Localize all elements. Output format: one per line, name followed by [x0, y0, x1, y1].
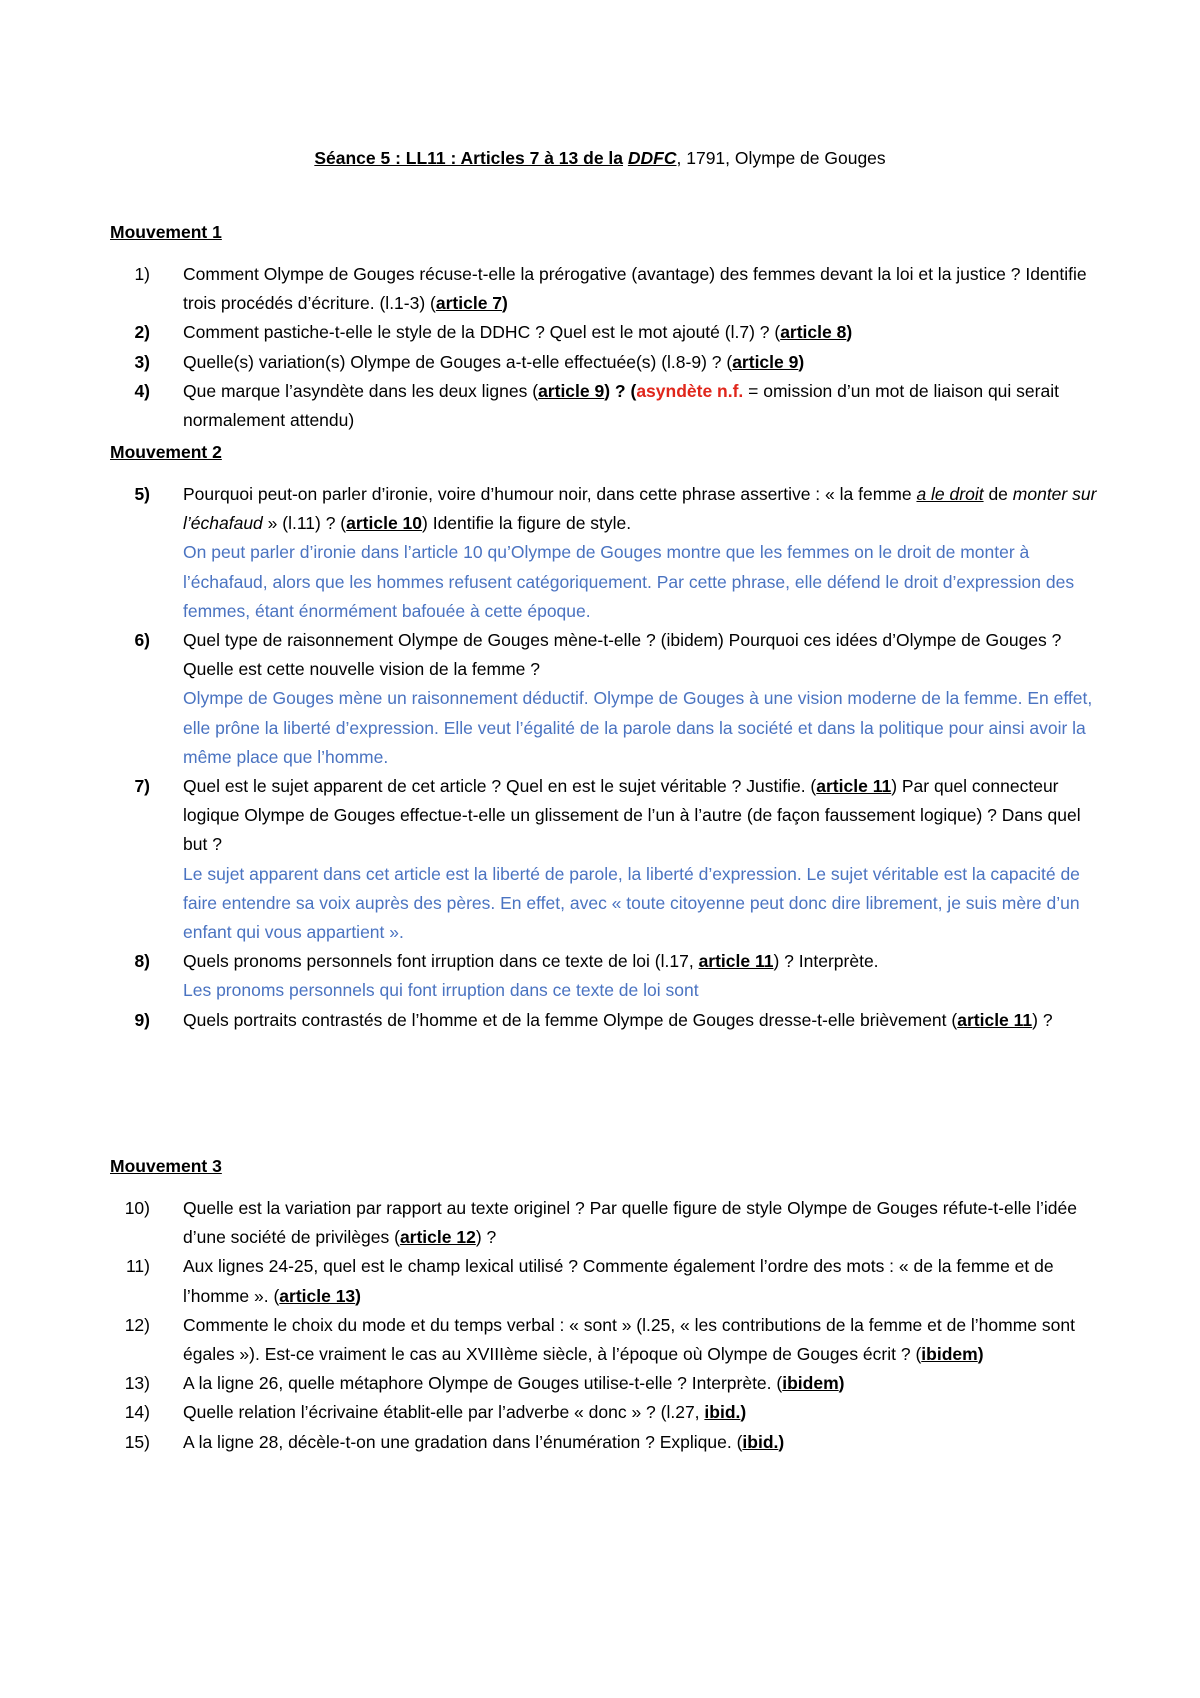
question-14: 14) Quelle relation l’écrivaine établit-elle par l’adverbe « donc » ? (l.27, ibid.): [110, 1398, 1100, 1427]
article-ref: article 13: [279, 1285, 356, 1306]
question-1: 1) Comment Olympe de Gouges récuse-t-elle la prérogative (avantage) des femmes devant la loi et la justice ? Identifie trois procédés d’écriture. (l.1-3) (article 7): [110, 260, 1100, 318]
article-ref: article 12: [399, 1227, 476, 1248]
question-8: 8) Quels pronoms personnels font irruption dans ce texte de loi (l.17, article 11) ? Interprète. Les pronoms personnels qui font irruption dans ce texte de loi sont: [110, 947, 1100, 1005]
question-number: 14): [124, 1402, 150, 1423]
article-ref: article 11: [957, 1009, 1033, 1030]
question-7: 7) Quel est le sujet apparent de cet article ? Quel en est le sujet véritable ? Justifie. (article 11) Par quel connecteur logique Olympe de Gouges effectue-t-elle un glissement de l’un à l’autre (de façon faussement logique) ? Dans quel but ? Le sujet apparent dans cet article est la liberté de parole, la liberté d’expression. Le sujet véritable est la capacité de faire entendre sa voix auprès des pères. En effet, avec « toute citoyenne peut donc dire librement, je suis mère d’un enfant qui vous appartient ».: [110, 772, 1100, 947]
heading-mouvement-3: Mouvement 3: [110, 1156, 222, 1176]
question-number: 12): [124, 1314, 150, 1335]
question-list-3: [110, 1194, 1100, 1457]
title-ddfc: DDFC: [627, 148, 677, 168]
question-number: 3): [134, 351, 150, 372]
question-2: 2) Comment pastiche-t-elle le style de la DDHC ? Quel est le mot ajouté (l.7) ? (article 8): [110, 318, 1100, 347]
article-ref: ibidem: [921, 1344, 978, 1365]
question-9: 9) Quels portraits contrastés de l’homme et de la femme Olympe de Gouges dresse-t-elle brièvement (article 11) ?: [110, 1006, 1100, 1035]
article-ref: article 9: [538, 380, 605, 401]
answer-text: Olympe de Gouges mène un raisonnement déductif. Olympe de Gouges à une vision moderne de la femme. En effet, elle prône la liberté d’expression. Elle veut l’égalité de la parole dans la société et dans la politique pour ainsi avoir la même place que l’homme.: [183, 688, 1093, 767]
article-ref: article 10: [346, 513, 423, 534]
question-number: 2): [134, 322, 150, 343]
question-10: 10) Quelle est la variation par rapport au texte originel ? Par quelle figure de style Olympe de Gouges réfute-t-elle l’idée d’une société de privilèges (article 12) ?: [110, 1194, 1100, 1252]
article-ref: ibid.: [742, 1431, 779, 1452]
question-number: 9): [134, 1009, 150, 1030]
question-number: 11): [126, 1256, 150, 1277]
question-13: 13) A la ligne 26, quelle métaphore Olympe de Gouges utilise-t-elle ? Interprète. (ibidem): [110, 1369, 1100, 1398]
question-number: 8): [134, 951, 150, 972]
heading-mouvement-1: Mouvement 1: [110, 222, 222, 242]
question-number: 5): [134, 484, 150, 504]
article-ref: ibid.: [704, 1402, 741, 1423]
question-number: 13): [124, 1373, 150, 1394]
page-title: [0, 148, 1200, 169]
question-number: 6): [134, 630, 150, 651]
question-15: 15) A la ligne 28, décèle-t-on une gradation dans l’énumération ? Explique. (ibid.): [110, 1428, 1100, 1457]
answer-text: On peut parler d’ironie dans l’article 10 qu’Olympe de Gouges montre que les femmes on le droit de monter à l’échafaud, alors que les hommes refusent catégoriquement. Par cette phrase, elle défend le droit d’expression des femmes, étant énormément bafouée à cette époque.: [183, 542, 1075, 621]
question-number: 7): [134, 776, 150, 797]
question-number: 1): [134, 264, 150, 284]
question-11: 11) Aux lignes 24-25, quel est le champ lexical utilisé ? Commente également l’ordre des mots : « de la femme et de l’homme ». (article 13): [110, 1252, 1100, 1310]
answer-text: Les pronoms personnels qui font irruption dans ce texte de loi sont: [183, 980, 699, 1001]
title-rest: , 1791, Olympe de Gouges: [676, 148, 886, 168]
article-ref: article 11: [698, 951, 774, 972]
question-number: 4): [134, 380, 150, 401]
question-6: 6) Quel type de raisonnement Olympe de Gouges mène-t-elle ? (ibidem) Pourquoi ces idées d’Olympe de Gouges ? Quelle est cette nouvelle vision de la femme ? Olympe de Gouges mène un raisonnement déductif. Olympe de Gouges à une vision moderne de la femme. En effet, elle prône la liberté d’expression. Elle veut l’égalité de la parole dans la société et dans la politique pour ainsi avoir la même place que l’homme.: [110, 626, 1100, 772]
article-ref: article 11: [816, 776, 892, 797]
question-5: 5) Pourquoi peut-on parler d’ironie, voire d’humour noir, dans cette phrase assertive : « la femme a le droit de monter sur l’échafaud » (l.11) ? (article 10) Identifie la figure de style. On peut parler d’ironie dans l’article 10 qu’Olympe de Gouges montre que les femmes on le droit de monter à l’échafaud, alors que les hommes refusent catégoriquement. Par cette phrase, elle défend le droit d’expression des femmes, étant énormément bafouée à cette époque.: [110, 480, 1100, 626]
heading-mouvement-2: Mouvement 2: [110, 442, 222, 462]
article-ref: article 7: [435, 293, 503, 314]
definition-term: asyndète n.f.: [636, 380, 744, 401]
question-12: 12) Commente le choix du mode et du temps verbal : « sont » (l.25, « les contributions de la femme et de l’homme sont égales »). Est-ce vraiment le cas au XVIIIème siècle, à l’époque où Olympe de Gouges écrit ? (ibidem): [110, 1311, 1100, 1369]
title-seance: Séance 5 : LL11 : Articles 7 à 13 de la: [314, 148, 624, 168]
article-ref: article 8: [780, 322, 847, 343]
question-number: 10): [124, 1198, 150, 1218]
question-number: 15): [124, 1431, 150, 1452]
question-3: 3) Quelle(s) variation(s) Olympe de Gouges a-t-elle effectuée(s) (l.8-9) ? (article 9): [110, 348, 1100, 377]
question-list-2: [110, 480, 1100, 1035]
article-ref: article 9: [732, 351, 799, 372]
article-ref: ibidem: [782, 1373, 839, 1394]
question-4: 4) Que marque l’asyndète dans les deux lignes (article 9) ? (asyndète n.f. = omission d’un mot de liaison qui serait normalement attendu): [110, 377, 1100, 435]
answer-text: Le sujet apparent dans cet article est la liberté de parole, la liberté d’expression. Le sujet véritable est la capacité de faire entendre sa voix auprès des pères. En effet, avec « toute citoyenne peut donc dire librement, je suis mère d’un enfant qui vous appartient ».: [183, 863, 1080, 943]
question-list-1: [110, 260, 1100, 435]
